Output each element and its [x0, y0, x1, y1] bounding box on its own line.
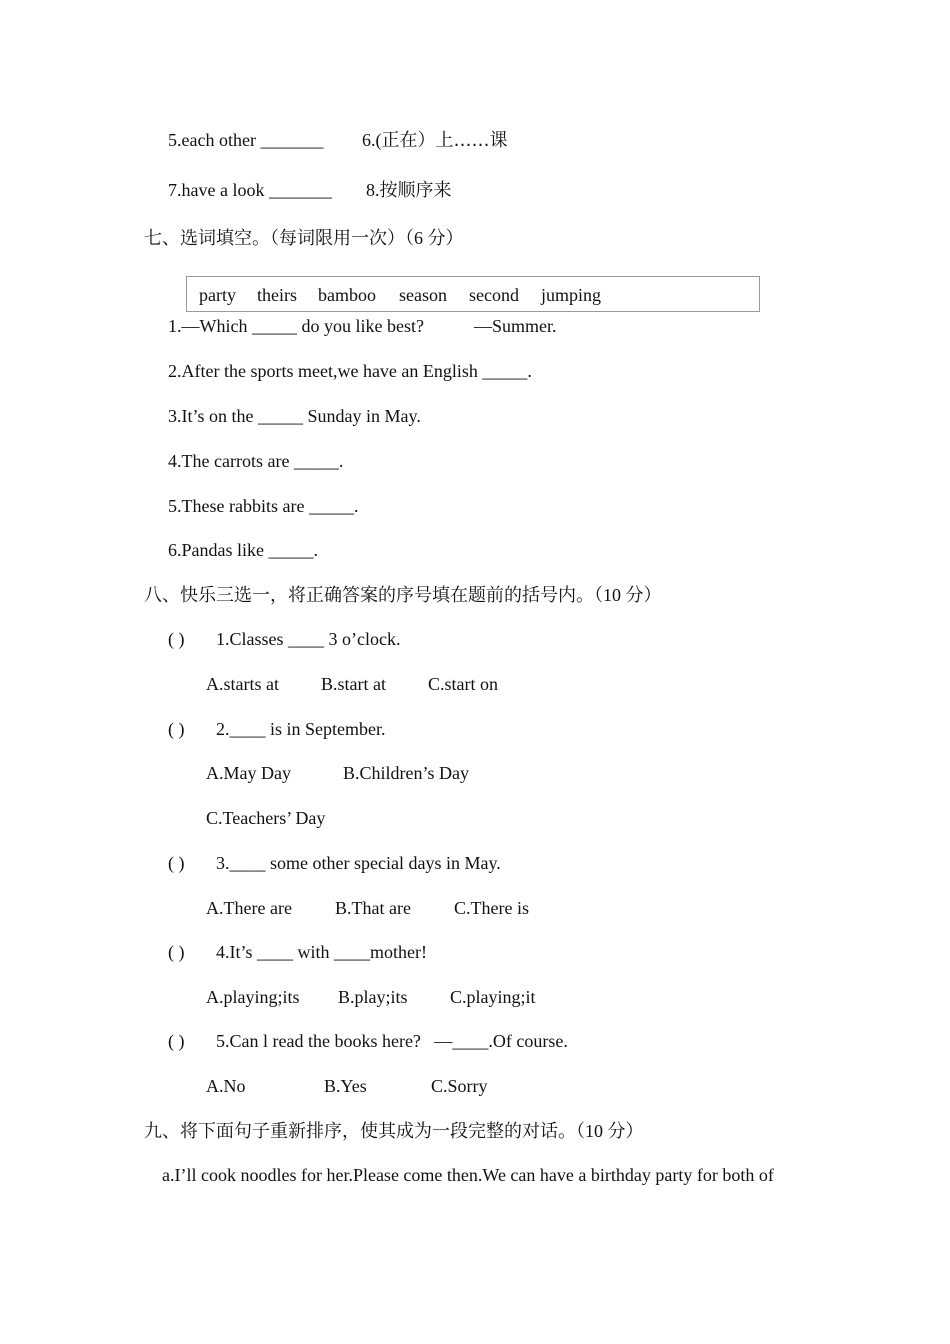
vocab-item-8	[366, 178, 452, 203]
answer-bracket: ( )	[168, 719, 185, 739]
section-8-heading	[144, 583, 662, 608]
section-7-heading	[144, 226, 464, 251]
fill-question-4: 4.The carrots are _____.	[168, 451, 344, 471]
fill-question-1-answer: —Summer.	[474, 316, 557, 336]
word-bank-word: party	[199, 285, 236, 305]
word-bank-word: bamboo	[318, 285, 376, 305]
answer-bracket: ( )	[168, 629, 185, 649]
answer-bracket: ( )	[168, 853, 185, 873]
choice-option-a: A.There are	[206, 898, 292, 918]
section-7-score: （6 分）	[405, 228, 464, 248]
vocab-item-6-number: 6.(	[362, 130, 382, 150]
choice-option-c: C.start on	[428, 674, 498, 694]
section-8-score: （10 分）	[594, 585, 662, 605]
section-9-score: （10 分）	[576, 1121, 644, 1141]
choice-option-b: B.play;its	[338, 987, 408, 1007]
choice-option-a: A.May Day	[206, 763, 291, 783]
word-bank-box	[186, 276, 760, 312]
section-8-title: 八、快乐三选一，将正确答案的序号填在题前的括号内。	[144, 585, 594, 606]
choice-question-1: 1.Classes ____ 3 o’clock.	[216, 629, 401, 649]
choice-option-c: C.There is	[454, 898, 529, 918]
choice-question-5: 5.Can l read the books here? —____.Of course.	[216, 1031, 568, 1051]
choice-option-c: C.Sorry	[431, 1076, 488, 1096]
choice-question-4: 4.It’s ____ with ____mother!	[216, 942, 427, 962]
answer-bracket: ( )	[168, 942, 185, 962]
vocab-item-7: 7.have a look _______	[168, 180, 332, 200]
choice-option-b: B.Children’s Day	[343, 763, 469, 783]
choice-option-a: A.playing;its	[206, 987, 300, 1007]
choice-option-c: C.playing;it	[450, 987, 536, 1007]
choice-question-3: 3.____ some other special days in May.	[216, 853, 501, 873]
vocab-item-8-chinese: 按顺序来	[379, 180, 452, 201]
choice-option-a: A.starts at	[206, 674, 279, 694]
fill-question-5: 5.These rabbits are _____.	[168, 496, 359, 516]
vocab-item-8-number: 8.	[366, 180, 380, 200]
word-bank-word: jumping	[541, 285, 602, 305]
answer-bracket: ( )	[168, 1031, 185, 1051]
section-9-heading	[144, 1119, 644, 1144]
fill-question-1: 1.—Which _____ do you like best?	[168, 316, 424, 336]
section-7-title: 七、选词填空。（每词限用一次）	[144, 228, 405, 249]
vocab-item-6	[362, 128, 508, 153]
section-9-title: 九、将下面句子重新排序，使其成为一段完整的对话。	[144, 1121, 576, 1142]
word-bank-word: second	[469, 285, 519, 305]
choice-option-c: C.Teachers’ Day	[206, 808, 326, 828]
choice-option-b: B.start at	[321, 674, 386, 694]
choice-question-2: 2.____ is in September.	[216, 719, 386, 739]
vocab-item-6-chinese: 正在）上……课	[381, 130, 508, 151]
choice-option-a: A.No	[206, 1076, 246, 1096]
fill-question-6: 6.Pandas like _____.	[168, 540, 318, 560]
fill-question-2: 2.After the sports meet,we have an English _____.	[168, 361, 532, 381]
word-bank-word: theirs	[257, 285, 297, 305]
vocab-item-5: 5.each other _______	[168, 130, 324, 150]
fill-question-3: 3.It’s on the _____ Sunday in May.	[168, 406, 421, 426]
choice-option-b: B.Yes	[324, 1076, 367, 1096]
dialogue-sentence-a: a.I’ll cook noodles for her.Please come then.We can have a birthday party for both of	[162, 1165, 774, 1185]
word-bank-word: season	[399, 285, 447, 305]
choice-option-b: B.That are	[335, 898, 411, 918]
